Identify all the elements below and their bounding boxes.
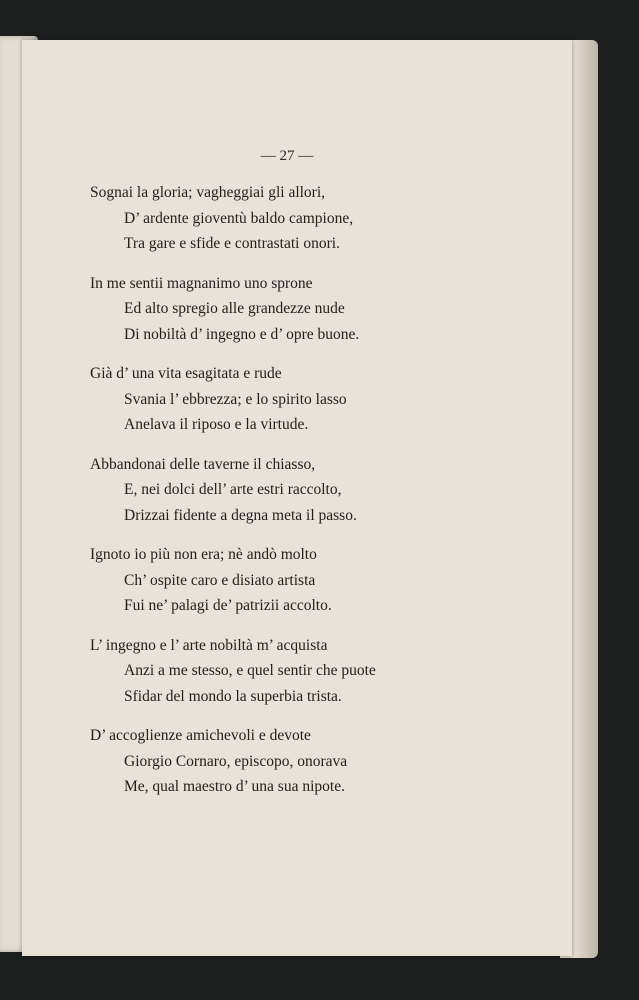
verse-line: Giorgio Cornaro, episcopo, onorava — [124, 752, 348, 770]
verse-line: Anzi a me stesso, e quel sentir che puote — [124, 662, 376, 679]
verse-line: Ed alto spregio alle grandezze nude — [124, 300, 345, 317]
stanza — [90, 271, 376, 348]
stanza — [90, 452, 376, 529]
verse-line: D’ accoglienze amichevoli e devote — [90, 727, 311, 744]
verse-line: E, nei dolci dell’ arte estri raccolto, — [124, 481, 342, 498]
verse-line: Ch’ ospite caro e disiato artista — [124, 571, 316, 589]
verse-line: Sfidar del mondo la superbia trista. — [124, 687, 342, 705]
stanza — [90, 633, 376, 710]
stanza — [90, 361, 376, 438]
stanza — [90, 542, 376, 619]
verse-line: Drizzai fidente a degna meta il passo. — [124, 506, 357, 524]
book-page — [22, 40, 572, 956]
page-number: — 27 — — [260, 148, 314, 164]
stanza — [90, 180, 376, 257]
verse-line: Sognai la gloria; vagheggiai gli allori, — [90, 184, 326, 201]
verse-line: Tra gare e sfide e contrastati onori. — [124, 235, 340, 252]
verse-line: Me, qual maestro d’ una sua nipote. — [124, 778, 345, 795]
verse-line: Abbandonai delle taverne il chiasso, — [90, 455, 316, 473]
verse-line: Già d’ una vita esagitata e rude — [90, 365, 282, 382]
verse-line: Fui ne’ palagi de’ patrizii accolto. — [124, 597, 332, 614]
verse-line: D’ ardente gioventù baldo campione, — [124, 209, 354, 227]
verse-line: Di nobiltà d’ ingegno e d’ opre buone. — [124, 325, 360, 343]
verse-line: In me sentii magnanimo uno sprone — [90, 274, 313, 292]
poem-body — [90, 180, 376, 814]
verse-line: Svania l’ ebbrezza; e lo spirito lasso — [124, 390, 347, 408]
verse-line: Anelava il riposo e la virtude. — [124, 416, 309, 433]
verse-line: L’ ingegno e l’ arte nobiltà m’ acquista — [90, 636, 328, 654]
verse-line: Ignoto io più non era; nè andò molto — [90, 546, 317, 563]
stanza — [90, 723, 376, 800]
